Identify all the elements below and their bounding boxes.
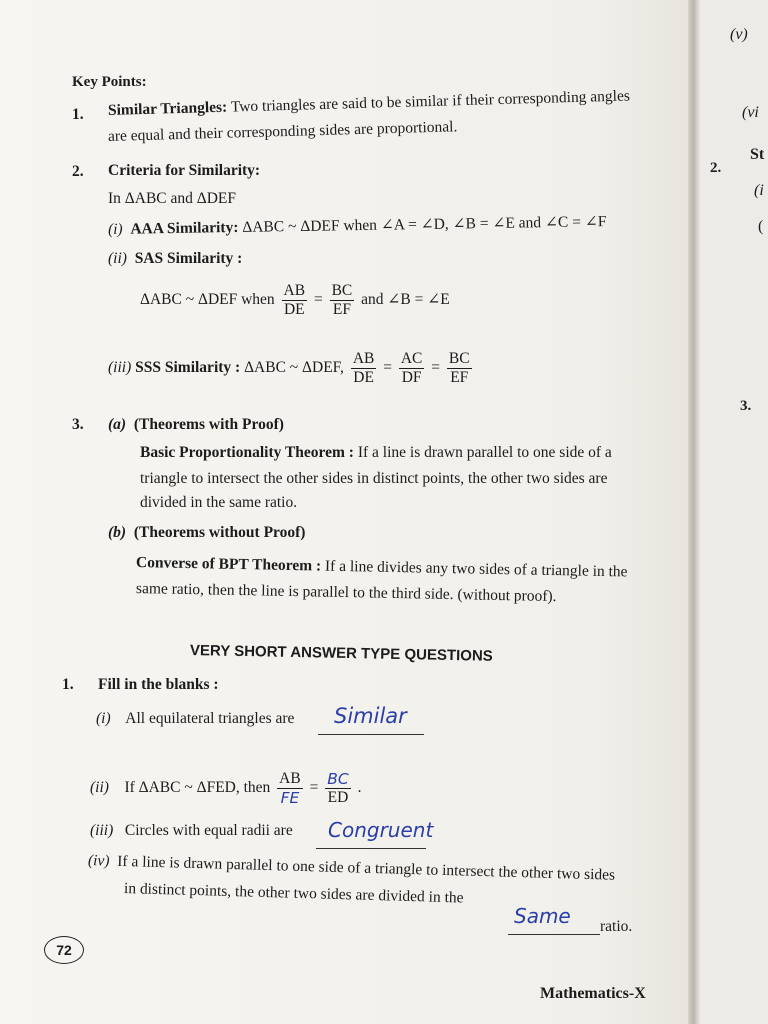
sas-label: SAS Similarity : bbox=[134, 250, 243, 267]
next-st: St bbox=[750, 146, 765, 163]
q4-handwritten-answer: Same bbox=[514, 904, 571, 928]
q2-text: If ΔABC ~ ΔFED, then bbox=[124, 779, 271, 797]
book-gutter bbox=[688, 0, 700, 1024]
next-3: 3. bbox=[740, 398, 752, 414]
q4-end: ratio. bbox=[600, 918, 633, 935]
q1-handwritten-answer: Similar bbox=[334, 704, 407, 728]
part-b-title: (Theorems without Proof) bbox=[133, 524, 306, 541]
q3-text: Circles with equal radii are bbox=[124, 822, 293, 839]
converse-line2: same ratio, then the line is parallel to the third side. (without proof). bbox=[135, 580, 557, 606]
similar-triangles-title: Similar Triangles: bbox=[107, 98, 228, 119]
part-b-label: (b) bbox=[108, 524, 127, 541]
part-a-label: (a) bbox=[108, 416, 127, 433]
sss-label: SSS Similarity : bbox=[135, 359, 241, 377]
key-points-heading: Key Points: bbox=[72, 74, 147, 90]
sas-fraction-ab-de: $\frac{AB}{DE}$ bbox=[283, 282, 306, 318]
bpt-line3: divided in the same ratio. bbox=[140, 494, 298, 511]
question-ii bbox=[90, 770, 361, 807]
question-number-1: 1. bbox=[62, 676, 74, 693]
equals-sign: = bbox=[309, 779, 319, 797]
adjacent-page bbox=[700, 0, 768, 1024]
q3-roman: (iii) bbox=[90, 822, 114, 839]
aaa-criterion bbox=[108, 212, 607, 239]
fill-blanks-title: Fill in the blanks : bbox=[98, 676, 219, 693]
equals-sign: = bbox=[383, 359, 392, 377]
sas-post: and ∠B = ∠E bbox=[361, 291, 450, 309]
q1-blank bbox=[318, 734, 424, 735]
q4-roman: (iv) bbox=[87, 852, 110, 870]
question-i bbox=[96, 710, 294, 728]
q2-fraction-ab-fe: $\frac{AB}{FE}$ bbox=[279, 770, 301, 807]
q1-roman: (i) bbox=[96, 710, 111, 727]
q4-blank bbox=[508, 934, 600, 935]
sas-pre: ΔABC ~ ΔDEF when bbox=[140, 291, 275, 309]
q2-fraction-bc-ed: $\frac{BC}{ED}$ bbox=[327, 770, 349, 806]
converse-title: Converse of BPT Theorem : bbox=[135, 554, 322, 575]
aaa-roman: (i) bbox=[107, 220, 123, 238]
sas-roman: (ii) bbox=[108, 250, 127, 267]
sss-pre: ΔABC ~ ΔDEF, bbox=[244, 359, 344, 377]
theorems-with-proof bbox=[108, 416, 284, 434]
theorems-without-proof bbox=[108, 524, 305, 542]
next-2: 2. bbox=[710, 160, 722, 176]
equals-sign: = bbox=[431, 359, 441, 377]
similar-triangles-definition bbox=[108, 87, 630, 120]
q2-roman: (ii) bbox=[90, 779, 109, 797]
footer-title: Mathematics-X bbox=[540, 985, 646, 1002]
q1-text: All equilateral triangles are bbox=[125, 710, 295, 727]
sas-formula bbox=[140, 282, 450, 319]
next-paren: ( bbox=[758, 218, 764, 235]
q3-blank bbox=[316, 848, 426, 849]
q3-handwritten-answer: Congruent bbox=[328, 818, 434, 842]
criteria-intro: In ΔABC and ΔDEF bbox=[108, 190, 237, 207]
question-iv-line1 bbox=[88, 852, 616, 885]
sss-formula bbox=[108, 350, 475, 387]
aaa-label: AAA Similarity: bbox=[130, 218, 239, 238]
sss-fraction-bc-ef: $\frac{BC}{EF}$ bbox=[448, 350, 470, 386]
question-iv-line2 bbox=[124, 880, 464, 907]
next-v: (v) bbox=[730, 26, 748, 43]
sss-roman: (iii) bbox=[108, 359, 132, 377]
bpt-line2: triangle to intersect the other sides in distinct points, the other two sides are bbox=[140, 470, 608, 487]
sas-heading bbox=[108, 250, 242, 268]
question-iii bbox=[90, 822, 293, 840]
point-number-2: 2. bbox=[72, 163, 84, 180]
q2-period: . bbox=[357, 779, 362, 797]
point-number-3: 3. bbox=[72, 416, 84, 433]
bpt-title: Basic Proportionality Theorem : bbox=[140, 444, 354, 461]
equals-sign: = bbox=[313, 291, 323, 309]
bpt-line1 bbox=[140, 444, 612, 462]
similar-triangles-line2: are equal and their corresponding sides are proportional. bbox=[107, 118, 458, 145]
next-vi: (vi bbox=[742, 104, 759, 121]
page-number: 72 bbox=[44, 936, 84, 964]
section-title: VERY SHORT ANSWER TYPE QUESTIONS bbox=[189, 642, 493, 665]
next-i: (i bbox=[754, 182, 764, 199]
sas-fraction-bc-ef: $\frac{BC}{EF}$ bbox=[331, 282, 353, 318]
part-a-title: (Theorems with Proof) bbox=[133, 416, 284, 433]
aaa-text: ΔABC ~ ΔDEF when ∠A = ∠D, ∠B = ∠E and ∠C = ∠F bbox=[242, 213, 607, 236]
point-number-1: 1. bbox=[72, 106, 84, 123]
q4-text1: If a line is drawn parallel to one side of a triangle to intersect the other two sides bbox=[117, 852, 616, 884]
bpt-text1: If a line is drawn parallel to one side of a bbox=[357, 444, 612, 461]
sss-fraction-ac-df: $\frac{AC}{DF}$ bbox=[400, 350, 423, 386]
converse-text1: If a line divides any two sides of a triangle in the bbox=[324, 557, 628, 581]
criteria-title: Criteria for Similarity: bbox=[108, 162, 261, 179]
converse-line1 bbox=[136, 554, 628, 581]
similar-triangles-line1: Two triangles are said to be similar if their corresponding angles bbox=[230, 87, 631, 116]
q4-text2: in distinct points, the other two sides are divided in the bbox=[123, 880, 464, 907]
sss-fraction-ab-de: $\frac{AB}{DE}$ bbox=[352, 350, 375, 386]
